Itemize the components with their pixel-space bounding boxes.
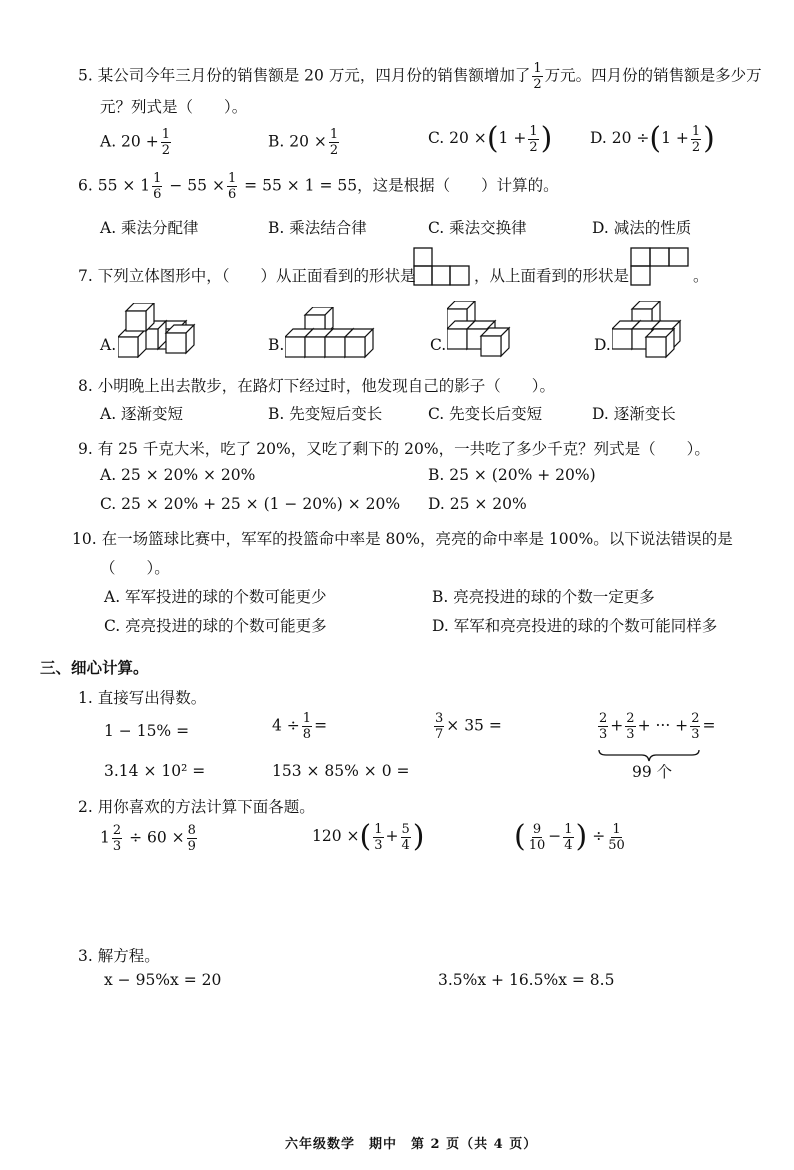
q6-option-b: B. 乘法结合律	[268, 219, 367, 237]
compute-2: 120 ×( $\frac{1}{3}$ + $\frac{5}{4}$ )	[312, 819, 425, 854]
question-stem-line2: 元？列式是（ ）。	[100, 98, 248, 116]
q7-option-a: A.	[100, 336, 117, 354]
q6-option-d: D. 减法的性质	[592, 219, 692, 237]
equation-2: 3.5%x + 16.5%x = 8.5	[438, 971, 615, 989]
q8-option-d: D. 逐渐变长	[592, 405, 676, 423]
calc-5: 3.14 × 10² =	[104, 762, 206, 780]
q10-option-c: C. 亮亮投进的球的个数可能更多	[104, 617, 327, 635]
calc-6: 153 × 85% × 0 =	[272, 762, 410, 780]
question-10: 10. 在一场篮球比赛中，军军的投篮命中率是 80%，亮亮的命中率是 100%。以下说法错误的是	[72, 530, 733, 548]
q8-option-c: C. 先变长后变短	[428, 405, 543, 423]
page-footer: 六年级数学 期中 第 2 页（共 4 页）	[285, 1137, 538, 1152]
question-stem: 某公司今年三月份的销售额是 20 万元，四月份的销售额增加了	[97, 66, 531, 85]
top-view-icon	[630, 247, 690, 287]
q6-option-a: A. 乘法分配律	[100, 219, 199, 237]
q9-option-d: D. 25 × 20%	[428, 495, 527, 513]
q5-option-a: A. 20 + $\frac{1}{2}$	[100, 127, 170, 158]
sub1-title: 1. 直接写出得数。	[78, 689, 207, 707]
q5-option-d: D. 20 ÷(1 + $\frac{1}{2}$ )	[590, 121, 715, 156]
calc-3: $\frac{3}{7}$ × 35 =	[435, 711, 502, 742]
q10-option-a: A. 军军投进的球的个数可能更少	[104, 588, 327, 606]
q7-option-d: D.	[594, 336, 611, 354]
q6-option-c: C. 乘法交换律	[428, 219, 527, 237]
q8-option-b: B. 先变短后变长	[268, 405, 383, 423]
sub2-title: 2. 用你喜欢的方法计算下面各题。	[78, 798, 315, 816]
q7-option-c: C.	[430, 336, 447, 354]
question-7-stem-b: ，从上面看到的形状是	[474, 267, 630, 285]
q8-option-a: A. 逐渐变短	[100, 405, 184, 423]
question-9: 9. 有 25 千克大米，吃了 20%，又吃了剩下的 20%，一共吃了多少千克？列式是（ ）。	[78, 440, 710, 458]
cube-figure-b-icon	[285, 307, 377, 359]
calc-4: $\frac{2}{3}$ + $\frac{2}{3}$ + ··· + $\frac{2}{3}$ =	[599, 711, 716, 742]
q7-option-b: B.	[268, 336, 285, 354]
q10-option-b: B. 亮亮投进的球的个数一定更多	[432, 588, 655, 606]
q5-option-b: B. 20 × $\frac{1}{2}$	[268, 127, 339, 158]
equation-1: x − 95%x = 20	[104, 971, 222, 989]
cube-figure-d-icon	[612, 301, 694, 359]
q9-option-a: A. 25 × 20% × 20%	[100, 466, 256, 484]
calc-2: 4 ÷ $\frac{1}{8}$ =	[272, 711, 328, 742]
question-10-stem-line2: （ ）。	[100, 559, 170, 577]
compute-1: 1 $\frac{2}{3}$ ÷ 60 × $\frac{8}{9}$	[100, 823, 196, 854]
section-title: 三、细心计算。	[40, 658, 149, 677]
fraction: $\frac{1}{2}$	[533, 61, 542, 92]
sub3-title: 3. 解方程。	[78, 947, 160, 965]
q10-option-d: D. 军军和亮亮投进的球的个数可能同样多	[432, 617, 718, 635]
compute-3: ( $\frac{9}{10}$ − $\frac{1}{4}$ ) ÷ $\frac{1}{50}$	[514, 819, 625, 854]
cube-figure-c-icon	[447, 301, 527, 359]
cube-figure-a-icon	[118, 303, 198, 358]
q9-option-c: C. 25 × 20% + 25 × (1 − 20%) × 20%	[100, 495, 401, 513]
question-5: 5. 某公司今年三月份的销售额是 20 万元，四月份的销售额增加了 $\frac{1}{2}$ 万元。四月份的销售额是多少万	[78, 61, 762, 92]
front-view-icon	[413, 247, 471, 287]
calc-1: 1 − 15% =	[104, 722, 190, 740]
question-7: 7. 下列立体图形中，（ ）从正面看到的形状是	[78, 267, 416, 285]
q5-option-c: C. 20 ×(1 + $\frac{1}{2}$ )	[428, 121, 553, 156]
question-number: 5.	[78, 66, 93, 85]
q9-option-b: B. 25 × (20% + 20%)	[428, 466, 596, 484]
question-6: 6. 55 × 1 $\frac{1}{6}$ − 55 × $\frac{1}{6}$ = 55 × 1 = 55，这是根据（ ）计算的。	[78, 171, 559, 202]
question-8: 8. 小明晚上出去散步，在路灯下经过时，他发现自己的影子（ ）。	[78, 377, 555, 395]
underbrace-label: 99 个	[632, 763, 673, 781]
